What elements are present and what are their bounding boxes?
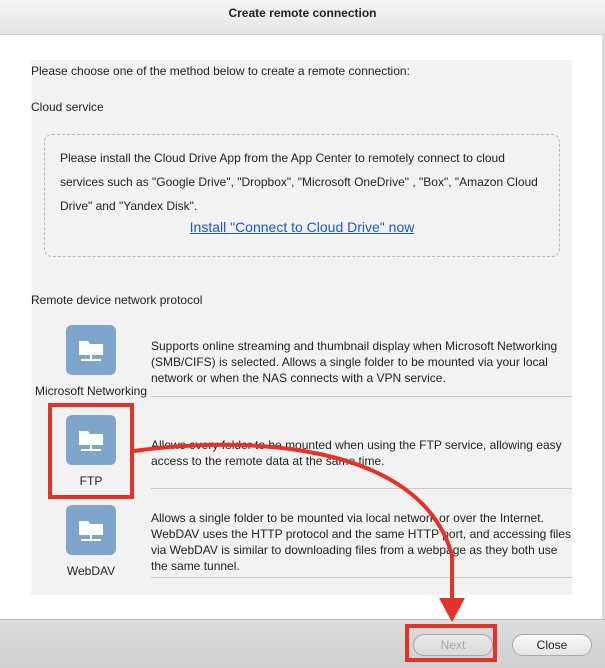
cloud-description: Please install the Cloud Drive App from the App Center to remotely connect to cloud services such as "Google Drive", "Dropbox", "Microsoft OneDrive" , "Box", "Amazon Cloud Drive" and "Yandex Disk". — [60, 151, 538, 213]
separator — [151, 577, 572, 578]
folder-network-icon[interactable] — [66, 325, 116, 375]
cloud-service-heading: Cloud service — [31, 100, 104, 114]
protocol-label-smb: Microsoft Networking — [34, 384, 148, 398]
close-button[interactable]: Close — [512, 634, 592, 656]
protocol-description-ftp: Allows every folder to be mounted when using the FTP service, allowing easy access to the remote data at the same time. — [151, 438, 562, 468]
folder-network-icon[interactable] — [66, 505, 116, 555]
dialog-title: Create remote connection — [0, 0, 605, 35]
separator — [151, 396, 572, 397]
install-cloud-drive-link[interactable]: Install "Connect to Cloud Drive" now — [189, 219, 415, 235]
cloud-service-box — [44, 134, 560, 257]
protocol-description-webdav: Allows a single folder to be mounted via local network or over the Internet. WebDAV uses the HTTP protocol and the same HTTP port, and accessing files via WebDAV is similar to downloading files from a webpage as they both use the same tunnel. — [151, 511, 571, 573]
protocol-label-webdav: WebDAV — [66, 564, 116, 578]
intro-text: Please choose one of the method below to create a remote connection: — [31, 64, 410, 78]
next-button[interactable]: Next — [413, 634, 493, 656]
protocol-label-ftp: FTP — [79, 474, 103, 488]
separator — [151, 488, 572, 489]
next-highlight-box — [405, 624, 497, 662]
protocol-heading: Remote device network protocol — [31, 293, 203, 307]
ftp-highlight-box — [48, 403, 134, 499]
protocol-description-smb: Supports online streaming and thumbnail display when Microsoft Networking (SMB/CIFS) is selected. Allows a single folder to be mounted via your local network or when the NAS connects with a VPN service. — [151, 339, 558, 385]
